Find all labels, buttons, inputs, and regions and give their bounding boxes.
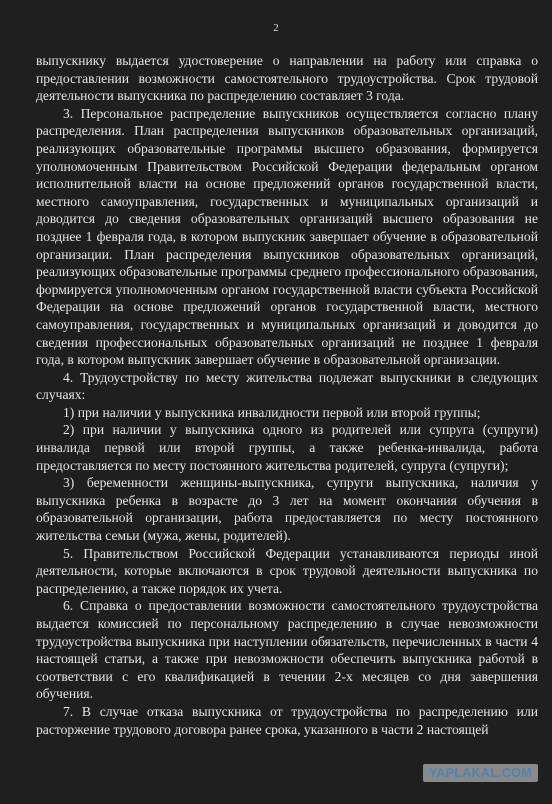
site-watermark: YAPLAKAL.COM xyxy=(423,764,538,782)
paragraph-clause-3: 3. Персональное распределение выпускников осуществляется согласно плану распределения. План распределения выпускников образовательных организаций, реализующих образовательные программы высшего образования, формируется уполномоченным Правительством Российской Федерации федеральным органом исполнительной власти на основе предложений органов государственной власти, местного самоуправления, государственных и муниципальных организаций и доводится до сведения образовательных организаций высшего образования не позднее 1 февраля года, в котором выпускник завершает обучение в образовательной организации. План распределения выпускников образовательных организаций, реализующих образовательные программы среднего профессионального образования, формируется уполномоченным органом государственной власти субъекта Российской Федерации на основе предложений органов государственной власти, местного самоуправления, государственных и муниципальных организаций и доводится до сведения профессиональных образовательных организаций не позднее 1 февраля года, в котором выпускник завершает обучение в образовательной организации. xyxy=(36,105,538,368)
paragraph-clause-5: 5. Правительством Российской Федерации устанавливаются периоды иной деятельности, которые включаются в срок трудовой деятельности выпускника по распределению, а также порядок их учета. xyxy=(36,545,538,596)
paragraph-clause-6: 6. Справка о предоставлении возможности самостоятельного трудоустройства выдается комиссией по персональному распределению в случае невозможности трудоустройства выпускника при наступлении обязательств, перечисленных в части 4 настоящей статьи, а также при невозможности обеспечить выпускника работой в соответствии с его квалификацией в течении 2-х месяцев со дня завершения обучения. xyxy=(36,598,538,702)
paragraph-continuation: выпускнику выдается удостоверение о направлении на работу или справка о предоставлении возможности самостоятельного трудоустройства. Срок трудовой деятельности выпускника по распределению составляет 3 года. xyxy=(36,53,538,104)
paragraph-clause-4: 4. Трудоустройству по месту жительства подлежат выпускники в следующих случаях: xyxy=(36,369,538,403)
paragraph-clause-4-item-2: 2) при наличии у выпускника одного из родителей или супруга (супруги) инвалида первой или второй группы, а также ребенка-инвалида, работа предоставляется по месту постоянного жительства родителей, супруга (супруги); xyxy=(36,422,538,473)
document-body xyxy=(36,52,538,738)
paragraph-clause-7: 7. В случае отказа выпускника от трудоустройства по распределению или расторжение трудового договора ранее срока, указанного в части 2 настоящей xyxy=(36,703,538,737)
paragraph-clause-4-item-1: 1) при наличии у выпускника инвалидности первой или второй группы; xyxy=(63,404,481,420)
paragraph-clause-4-item-3: 3) беременности женщины-выпускника, супруги выпускника, наличия у выпускника ребенка в возрасте до 3 лет на момент окончания обучения в образовательной организации, работа предоставляется по месту постоянного жительства семьи (мужа, жены, родителей). xyxy=(36,475,538,544)
page-number: 2 xyxy=(273,22,279,34)
